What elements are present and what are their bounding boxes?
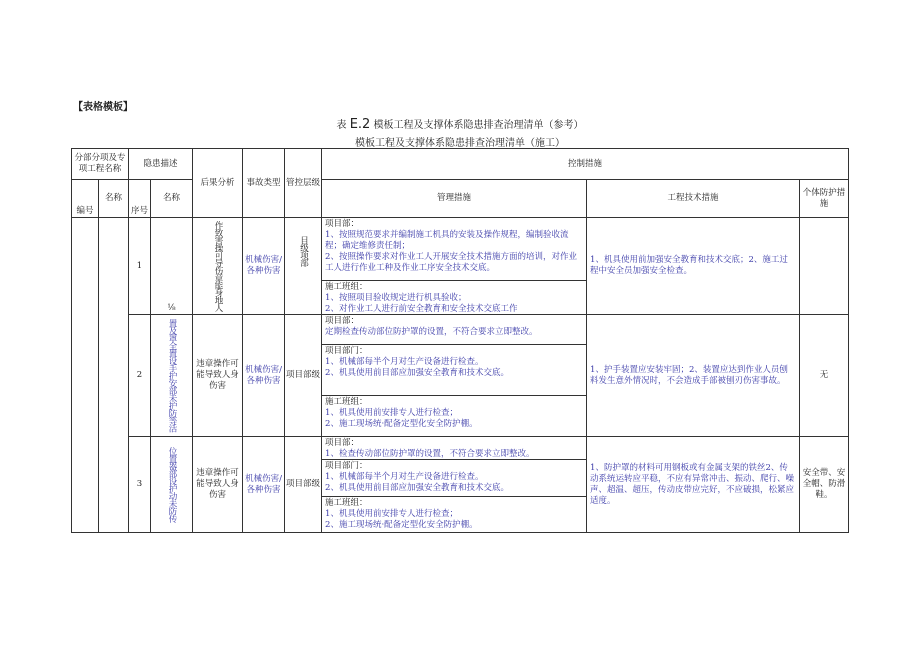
mgmt-line: 1、检查传动部位防护罩的设置，不符合要求立即整改。 xyxy=(325,449,535,459)
header-houguo: 后果分析 xyxy=(193,149,243,218)
row-name xyxy=(151,437,193,533)
header-guankong: 管控层级 xyxy=(285,149,322,218)
row-name-text: 置及罩全置设手护安部未护防等活 xyxy=(167,319,178,432)
header-geti: 个体防护措施 xyxy=(800,180,849,218)
row-seq: 1 xyxy=(129,218,151,315)
header-shigu: 事故类型 xyxy=(243,149,285,218)
table-row xyxy=(72,315,849,437)
row-accident: 机械伤害/各种伤害 xyxy=(243,218,285,315)
row-mgmt xyxy=(322,437,587,533)
mgmt-block xyxy=(322,315,586,345)
row-level: 项目部级 xyxy=(285,315,322,437)
row-name-text: 位置器部设护动未防传 xyxy=(167,447,178,522)
cell-mingcheng xyxy=(99,218,129,533)
mgmt-line: 2、对作业工人进行前安全教育和安全技术交底工作 xyxy=(325,304,518,313)
mgmt-block xyxy=(322,218,586,281)
header-bianhao: 编号 xyxy=(72,180,99,218)
mgmt-line: 1、机械部每半个月对生产设备进行检查。 xyxy=(325,357,484,367)
row-accident: 机械伤害/各种伤害 xyxy=(243,315,285,437)
header-mingcheng: 名称 xyxy=(99,180,129,218)
mgmt-title: 项目部门： xyxy=(325,461,368,471)
mgmt-title: 项目部： xyxy=(325,316,360,326)
row-tech: 1、机具使用前加强安全教育和技术交底；2、施工过程中安全员加强安全检查。 xyxy=(587,218,800,315)
row-tech: 1、防护罩的材料可用钢板或有金属支架的铁丝2、传动系统运转应平稳，不应有异常冲击、振动、爬行、噪声、超温、超压，传动皮带应完好，不应破损，松紧应适度。 xyxy=(587,437,800,533)
row-mgmt xyxy=(322,315,587,437)
header-guanli: 管理措施 xyxy=(322,180,587,218)
mgmt-line: 1、按照规范要求并编制施工机具的安装及操作规程，编制验收流程；确定维修责任制； xyxy=(325,230,569,251)
title-text: 模板工程及支撑体系隐患排查治理清单（参考） xyxy=(373,120,584,131)
mgmt-title: 项目部门： xyxy=(325,346,368,356)
mgmt-block xyxy=(322,281,586,313)
title-prefix: 表 xyxy=(336,120,347,131)
document-subtitle: 模板工程及支撑体系隐患排查治理清单（施工） xyxy=(355,138,565,149)
document-title xyxy=(0,116,920,132)
mgmt-block xyxy=(322,396,586,434)
mgmt-line: 2、施工现场统·配备定型化安全防护棚。 xyxy=(325,520,478,530)
header-mingcheng2: 名称 xyxy=(151,180,193,218)
header-xuhao: 序号 xyxy=(129,180,151,218)
row-tech: 1、护手装置应安装牢固；2、装置应达到作业人员刨料发生意外情况时，不会造成手部被刨刃伤害事故。 xyxy=(587,315,800,437)
header-kongzhi: 控制措施 xyxy=(322,149,849,180)
row-ppe xyxy=(800,218,849,315)
mgmt-title: 项目部： xyxy=(325,219,360,229)
table-row xyxy=(72,437,849,533)
header-fenbu: 分部分项及专项工程名称 xyxy=(72,149,129,180)
row-result xyxy=(193,218,243,315)
row-result-text: 作致害操可导伤章能身地人 xyxy=(213,221,224,311)
hazard-table xyxy=(71,148,849,533)
mgmt-line: 定期检查传动部位防护罩的设置，不符合要求立即整改。 xyxy=(325,327,538,337)
template-tag: 【表格模板】 xyxy=(73,102,133,113)
row-name: ⅛ xyxy=(151,218,193,315)
row-seq: 3 xyxy=(129,437,151,533)
row-ppe: 安全带、安全帽、防滑鞋。 xyxy=(800,437,849,533)
mgmt-line: 2、施工现场统·配备定型化安全防护棚。 xyxy=(325,419,478,429)
mgmt-block xyxy=(322,497,586,532)
row-name xyxy=(151,315,193,437)
mgmt-block xyxy=(322,345,586,396)
mgmt-line: 2、机具使用前目部应加强安全教育和技术交底。 xyxy=(325,483,509,493)
mgmt-line: 1、机械部每半个月对生产设备进行检查。 xyxy=(325,472,484,482)
header-gongcheng: 工程技术措施 xyxy=(587,180,800,218)
row-level xyxy=(285,218,322,315)
row-result: 违章操作可能导致人身伤害 xyxy=(193,315,243,437)
mgmt-line: 2、按照操作要求对作业工人开展安全技术措施方面的培训，对作业工人进行作业工种及作业工序安全技术交底。 xyxy=(325,252,577,273)
row-level-text: 目级项部 xyxy=(298,236,309,266)
mgmt-title: 施工班组： xyxy=(325,282,368,292)
row-ppe: 无 xyxy=(800,315,849,437)
title-number: E.2 xyxy=(349,117,371,132)
mgmt-block xyxy=(322,460,586,497)
row-accident: 机械伤害/各种伤害 xyxy=(243,437,285,533)
row-result: 违章操作可能导致人身伤害 xyxy=(193,437,243,533)
mgmt-title: 施工班组： xyxy=(325,498,368,508)
mgmt-line: 2、机具使用前目部应加强安全教育和技术交底。 xyxy=(325,368,509,378)
mgmt-title: 施工班组： xyxy=(325,397,368,407)
mgmt-line: 1、机具使用前安排专人进行检查； xyxy=(325,509,458,519)
mgmt-title: 项目部： xyxy=(325,438,360,448)
cell-bianhao xyxy=(72,218,99,533)
table-row xyxy=(72,218,849,315)
mgmt-block xyxy=(322,437,586,460)
header-yinhuan: 隐患描述 xyxy=(129,149,193,180)
mgmt-line: 1、按照项目验收规定进行机具验收； xyxy=(325,293,467,303)
mgmt-line: 1、机具使用前安排专人进行检查； xyxy=(325,408,458,418)
row-seq: 2 xyxy=(129,315,151,437)
row-level: 项目部级 xyxy=(285,437,322,533)
row-mgmt xyxy=(322,218,587,315)
